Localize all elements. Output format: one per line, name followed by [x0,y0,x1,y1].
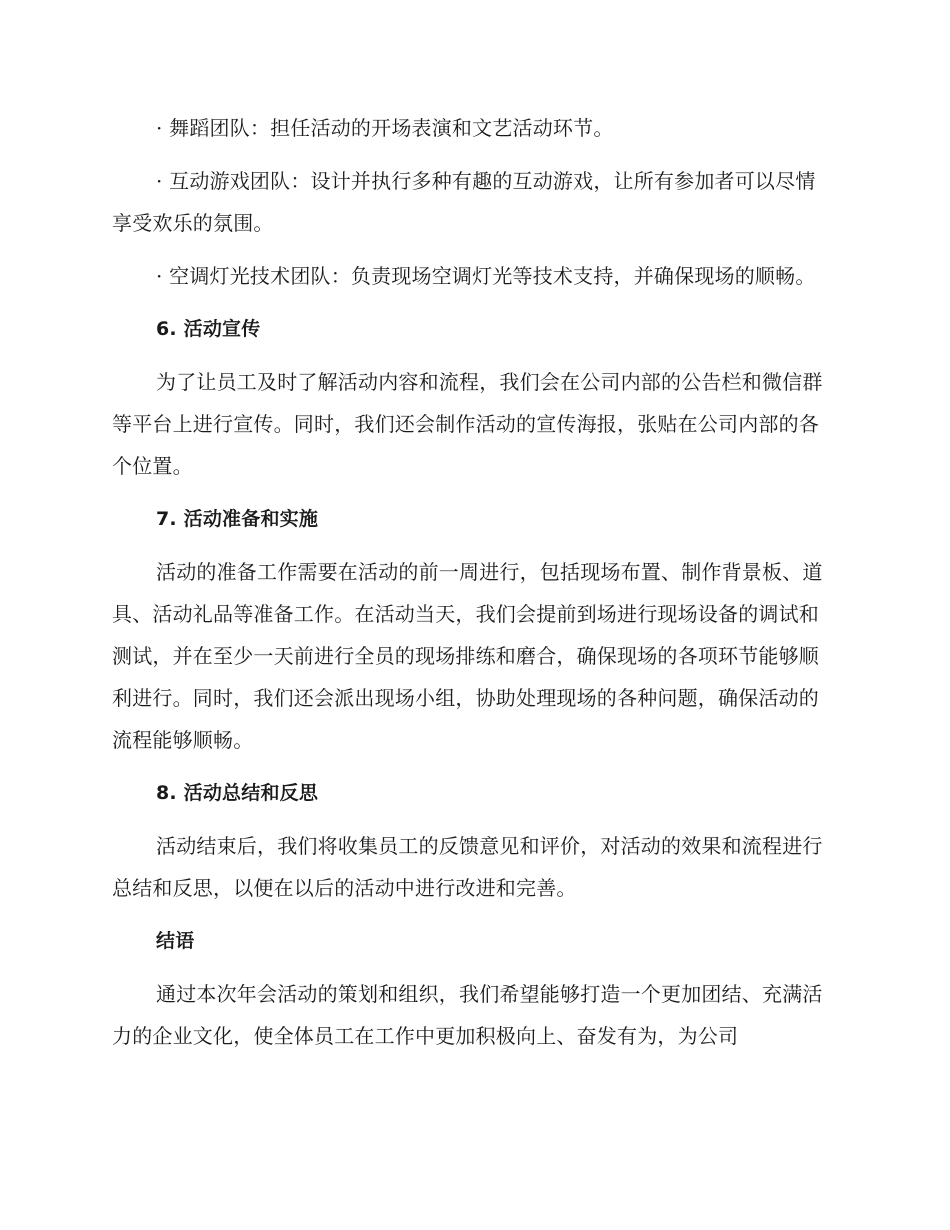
bullet-tech-team: · 空调灯光技术团队：负责现场空调灯光等技术支持，并确保现场的顺畅。 [156,264,816,288]
document-body [112,107,832,1057]
section-8-heading: 8. 活动总结和反思 [156,782,319,804]
section-6-paragraph: 为了让员工及时了解活动内容和流程，我们会在公司内部的公告栏和微信群等平台上进行宣传。同时，我们还会制作活动的宣传海报，张贴在公司内部的各个位置。 [112,370,823,478]
section-7-paragraph: 活动的准备工作需要在活动的前一周进行，包括现场布置、制作背景板、道具、活动礼品等准备工作。在活动当天，我们会提前到场进行现场设备的调试和测试，并在至少一天前进行全员的现场排练和磨合，确保现场的各项环节能够顺利进行。同时，我们还会派出现场小组，协助处理现场的各种问题，确保活动的流程能够顺畅。 [112,560,823,752]
conclusion-paragraph: 通过本次年会活动的策划和组织，我们希望能够打造一个更加团结、充满活力的企业文化，使全体员工在工作中更加积极向上、奋发有为，为公司 [112,982,823,1048]
conclusion-heading: 结语 [156,930,195,952]
section-7-heading: 7. 活动准备和实施 [156,508,319,530]
bullet-dance-team: · 舞蹈团队：担任活动的开场表演和文艺活动环节。 [156,116,614,140]
section-6-heading: 6. 活动宣传 [156,318,261,340]
bullet-game-team: · 互动游戏团队：设计并执行多种有趣的互动游戏，让所有参加者可以尽情享受欢乐的氛围。 [112,169,816,235]
section-8-paragraph: 活动结束后，我们将收集员工的反馈意见和评价，对活动的效果和流程进行总结和反思，以便在以后的活动中进行改进和完善。 [112,834,823,900]
